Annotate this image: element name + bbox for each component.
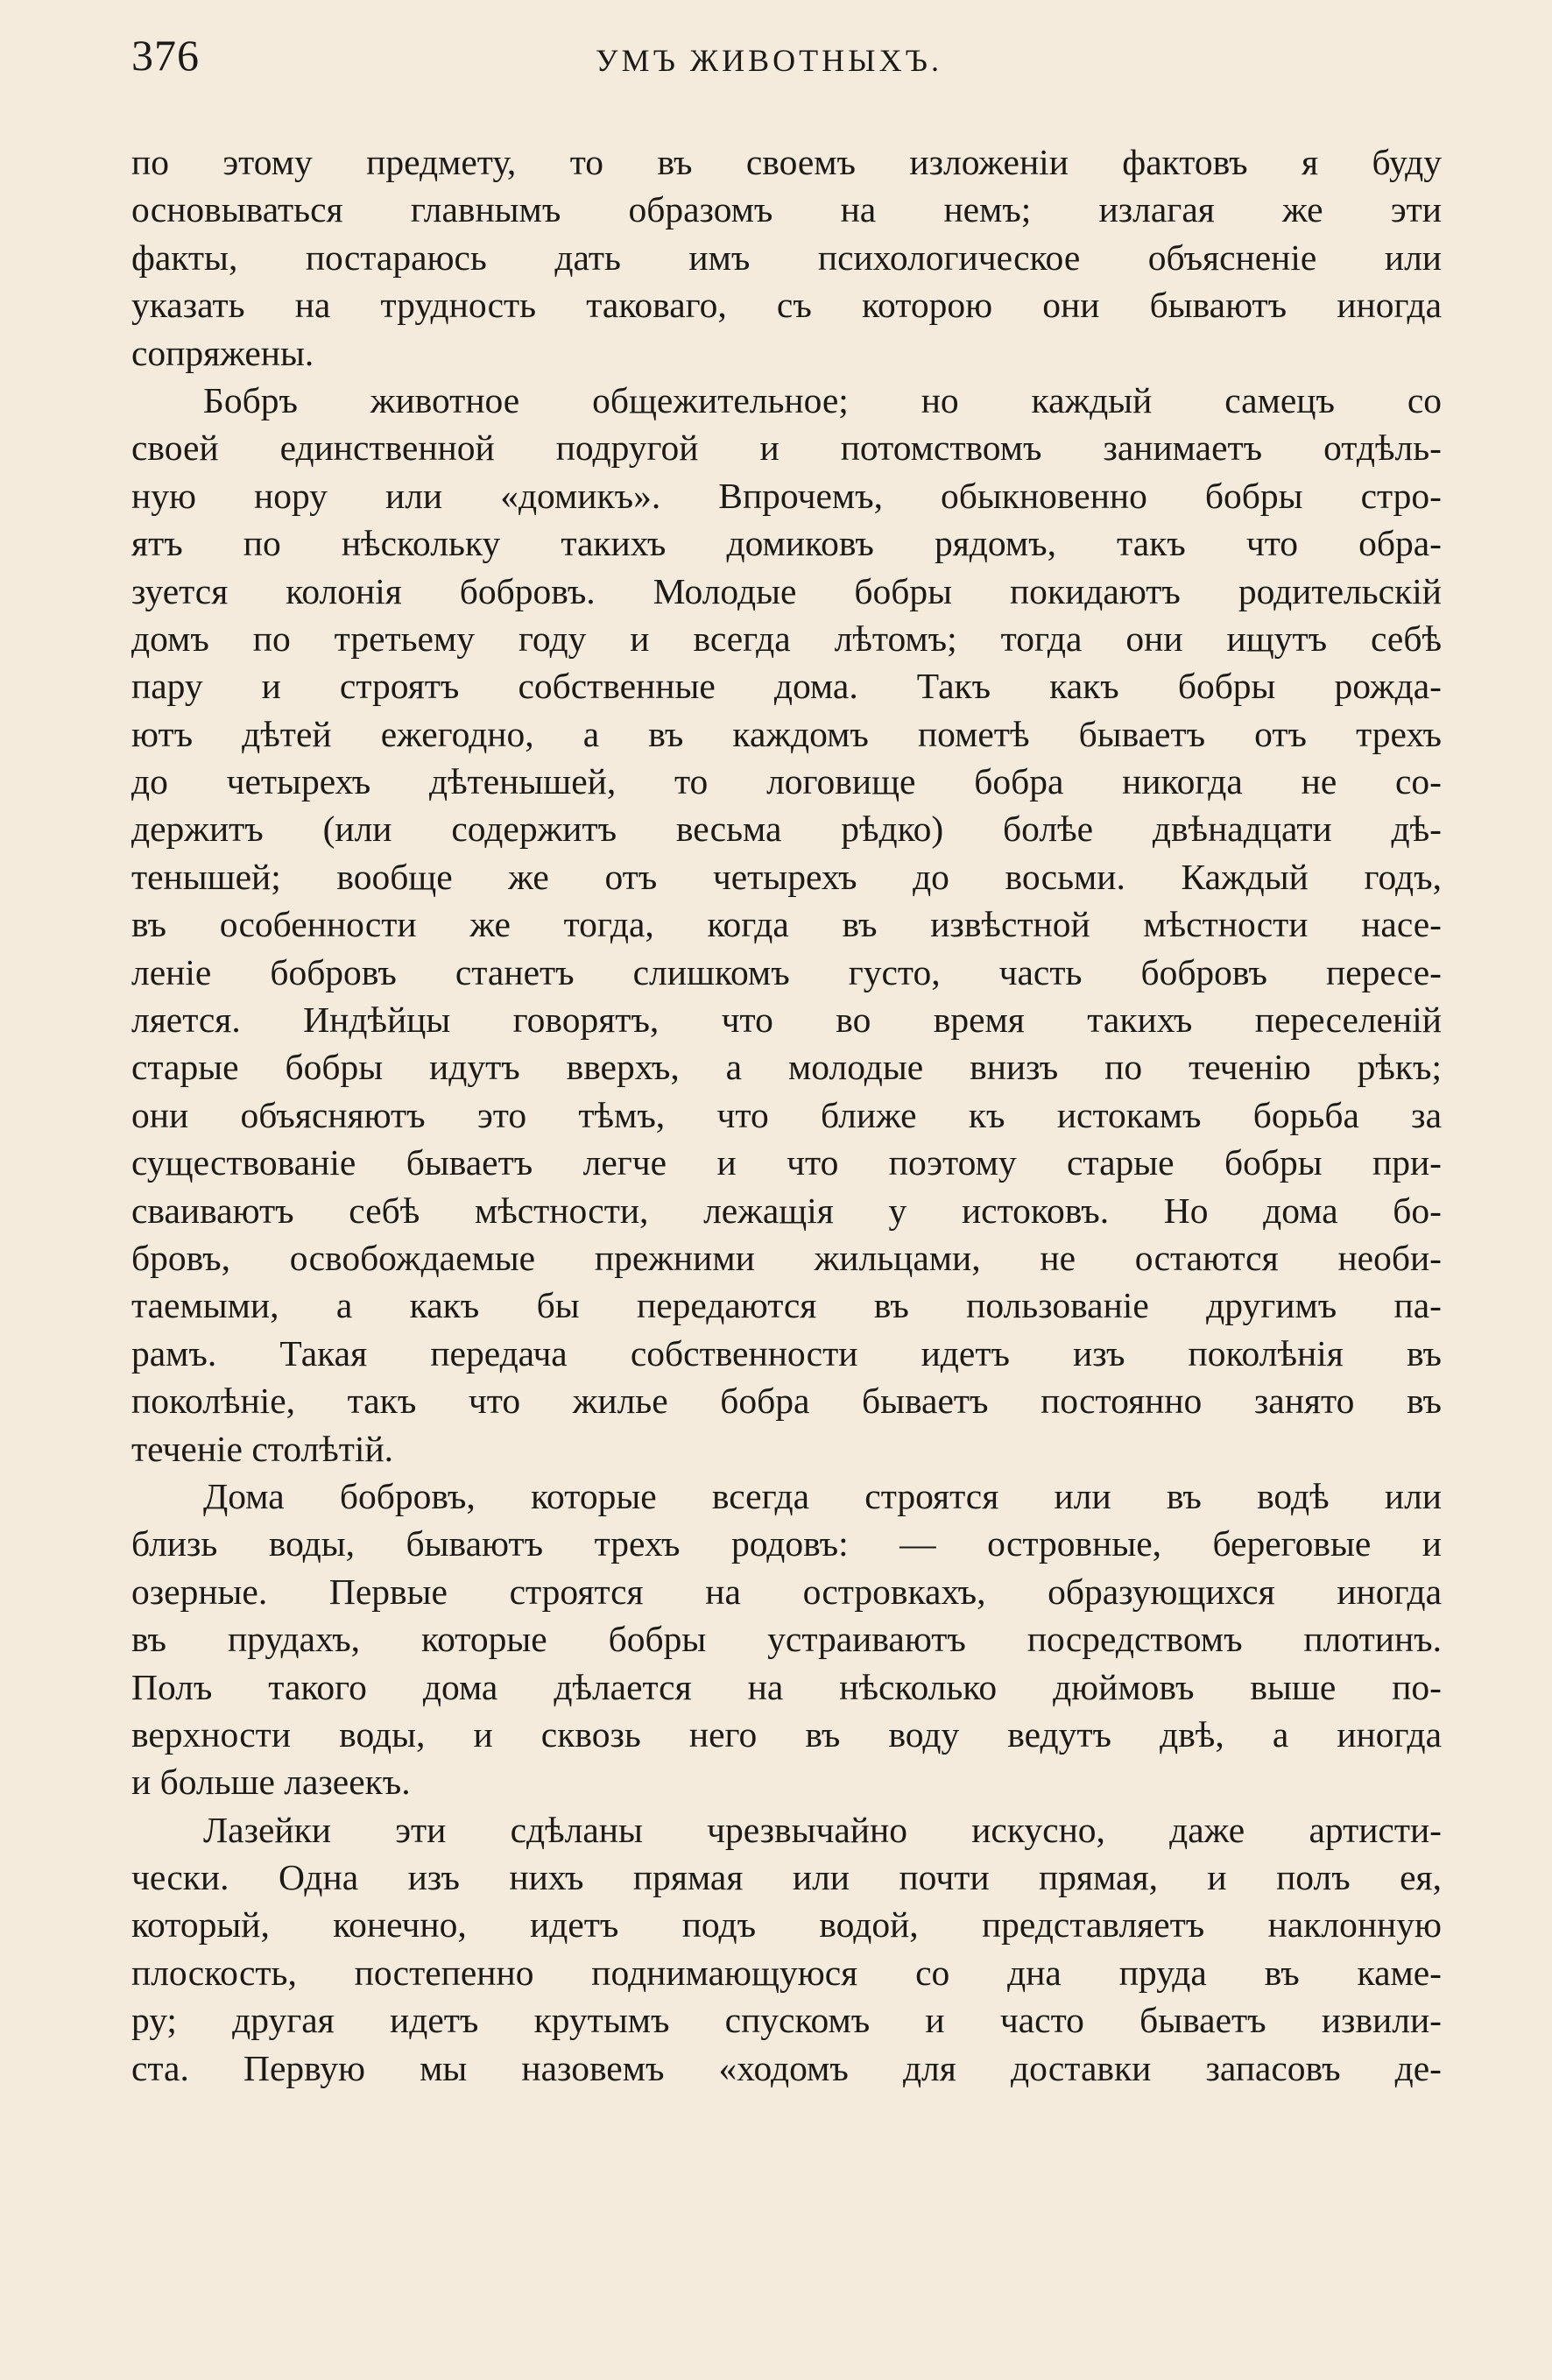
text-line: домъ по третьему году и всегда лѣтомъ; тогда они ищутъ себѣ (131, 618, 1442, 659)
text-line: они объясняютъ это тѣмъ, что ближе къ истокамъ борьба за (131, 1094, 1442, 1135)
text-line: сваиваютъ себѣ мѣстности, лежащія у истоковъ. Но дома бо- (131, 1190, 1442, 1231)
text-line: рамъ. Такая передача собственности идетъ изъ поколѣнія въ (131, 1332, 1442, 1374)
text-line: существованіе бываетъ легче и что поэтому старые бобры при- (131, 1142, 1442, 1183)
text-line: который, конечно, идетъ подъ водой, представляетъ наклонную (131, 1904, 1442, 1946)
text-line: Полъ такого дома дѣлается на нѣсколько дюймовъ выше по- (131, 1666, 1442, 1707)
text-line: въ прудахъ, которые бобры устраиваютъ посредствомъ плотинъ. (131, 1619, 1442, 1660)
running-title: УМЪ ЖИВОТНЫХЪ. (596, 43, 942, 78)
text-line: плоскость, постепенно поднимающуюся со дна пруда въ каме- (131, 1952, 1442, 1993)
text-line: верхности воды, и сквозь него въ воду ведутъ двѣ, а иногда (131, 1713, 1442, 1755)
text-line: теченіе столѣтій. (131, 1428, 394, 1469)
text-line: бровъ, освобождаемые прежними жильцами, не остаются необи- (131, 1237, 1442, 1278)
text-line: въ особенности же тогда, когда въ извѣстной мѣстности насе- (131, 904, 1442, 945)
text-line: сопряжены. (131, 332, 314, 373)
text-line: озерные. Первые строятся на островкахъ, образующихся иногда (131, 1571, 1442, 1612)
text-line: факты, постараюсь дать имъ психологическое объясненіе или (131, 237, 1442, 278)
text-line: леніе бобровъ станетъ слишкомъ густо, часть бобровъ пересе- (131, 951, 1442, 992)
text-line: чески. Одна изъ нихъ прямая или почти прямая, и полъ ея, (131, 1857, 1442, 1898)
text-line: пару и строятъ собственные дома. Такъ какъ бобры рожда- (131, 666, 1442, 707)
text-line: указать на трудность таковаго, съ которою они бываютъ иногда (131, 285, 1442, 326)
text-line: и больше лазеекъ. (131, 1762, 411, 1803)
text-line: близь воды, бываютъ трехъ родовъ: — островные, береговые и (131, 1523, 1442, 1564)
text-line: поколѣніе, такъ что жилье бобра бываетъ постоянно занято въ (131, 1381, 1442, 1422)
text-line: Лазейки эти сдѣланы чрезвычайно искусно, даже артисти- (203, 1809, 1442, 1850)
text-line: ятъ по нѣскольку такихъ домиковъ рядомъ, такъ что обра- (131, 523, 1442, 564)
text-line: по этому предмету, то въ своемъ изложеніи фактовъ я буду (131, 142, 1442, 182)
text-line: старые бобры идутъ вверхъ, а молодые внизъ по теченію рѣкъ; (131, 1047, 1442, 1088)
text-line: зуется колонія бобровъ. Молодые бобры покидаютъ родительскій (131, 570, 1442, 611)
text-line: ютъ дѣтей ежегодно, а въ каждомъ пометѣ бываетъ отъ трехъ (131, 713, 1442, 754)
text-line: ляется. Индѣйцы говорятъ, что во время такихъ переселеній (131, 999, 1442, 1041)
text-line: тенышей; вообще же отъ четырехъ до восьми. Каждый годъ, (131, 856, 1442, 897)
body-text (131, 138, 1442, 2092)
text-line: ру; другая идетъ крутымъ спускомъ и часто бываетъ извили- (131, 2000, 1442, 2041)
text-line: Дома бобровъ, которые всегда строятся или въ водѣ или (203, 1475, 1442, 1516)
text-line: до четырехъ дѣтенышей, то логовище бобра никогда не со- (131, 761, 1442, 802)
page-header (131, 30, 1445, 91)
text-line: держитъ (или содержитъ весьма рѣдко) болѣе двѣнадцати дѣ- (131, 809, 1442, 850)
text-line: Бобръ животное общежительное; но каждый самецъ со (203, 379, 1442, 420)
text-line: таемыми, а какъ бы передаются въ пользованіе другимъ па- (131, 1285, 1442, 1326)
text-line: своей единственной подругой и потомствомъ занимаетъ отдѣль- (131, 427, 1442, 469)
text-line: ную нору или «домикъ». Впрочемъ, обыкновенно бобры стро- (131, 475, 1442, 516)
text-line: основываться главнымъ образомъ на немъ; излагая же эти (131, 189, 1442, 230)
page-number: 376 (131, 31, 200, 80)
text-line: ста. Первую мы назовемъ «ходомъ для доставки запасовъ де- (131, 2047, 1442, 2088)
